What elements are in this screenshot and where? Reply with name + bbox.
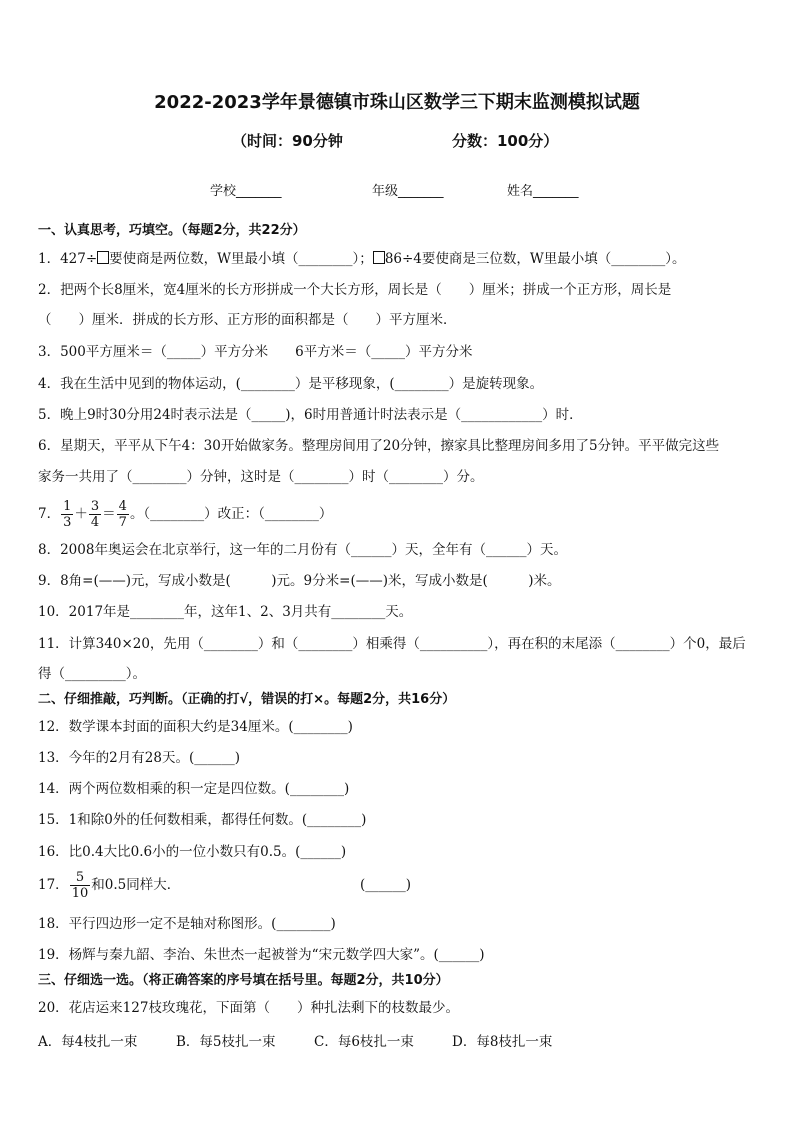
fraction: $\frac{5}{10}$ — [71, 870, 89, 901]
question-19: 19．杨辉与秦九韶、李治、朱世杰一起被誉为“宋元数学四大家”。(______) — [38, 947, 485, 963]
fraction: $\frac{3}{4}$ — [90, 499, 100, 530]
question-16: 16．比0.4大比0.6小的一位小数只有0.5。(______) — [38, 844, 347, 860]
question-1: 1．427÷ 要使商是两位数，W里最小填（________）； 86÷4要使商是三位数，W里最小填（________）。 — [38, 251, 686, 267]
question-11-line-1: 11．计算340×20，先用（________）和（________）相乘得（__________），再在积的末尾添（________）个0，最后 — [38, 636, 746, 652]
option-a: A．每4枝扎一束 — [38, 1034, 138, 1050]
question-7: 7． $\frac{1}{3}$ ＋ $\frac{3}{4}$ ＝ $\frac{4}{7}$ 。（________）改正：（________） — [38, 499, 333, 530]
question-17: 17． $\frac{5}{10}$ 和0.5同样大． (______) — [38, 865, 758, 905]
question-4: 4．我在生活中见到的物体运动，(________）是平移现象，(________）是旋转现象。 — [38, 376, 544, 392]
question-6-line-1: 6．星期天，平平从下午4：30开始做家务。整理房间用了20分钟，擦家具比整理房间多用了5分钟。平平做完这些 — [38, 438, 720, 454]
exam-score: 分数：100分） — [452, 132, 559, 150]
question-15: 15．1和除0外的任何数相乘，都得任何数。(________) — [38, 812, 367, 828]
answer-blank: (______) — [360, 877, 412, 893]
section-3-heading: 三、仔细选一选。（将正确答案的序号填在括号里。每题2分，共10分） — [38, 973, 449, 988]
question-18: 18．平行四边形一定不是轴对称图形。(________) — [38, 916, 336, 932]
grade-field: 年级_______ — [372, 184, 444, 199]
name-field: 姓名_______ — [507, 184, 579, 199]
question-14: 14．两个两位数相乘的积一定是四位数。(________) — [38, 781, 350, 797]
fraction: $\frac{1}{3}$ — [63, 499, 72, 530]
question-20: 20．花店运来127枝玫瑰花，下面第（ ）种扎法剩下的枝数最少。 — [38, 1000, 459, 1016]
blank-box-icon — [97, 251, 109, 264]
question-9: 9．8角=(——)元，写成小数是( )元。9分米=(——)米，写成小数是( )米。 — [38, 573, 561, 589]
option-c: C．每6枝扎一束 — [314, 1034, 414, 1050]
school-field: 学校_______ — [210, 184, 282, 199]
blank-box-icon — [373, 251, 385, 264]
fraction: $\frac{4}{7}$ — [118, 499, 127, 530]
question-2-line-2: （ ）厘米．拼成的长方形、正方形的面积都是（ ）平方厘米． — [38, 312, 457, 328]
question-12: 12．数学课本封面的面积大约是34厘米。(________) — [38, 719, 353, 735]
section-2-heading: 二、仔细推敲，巧判断。（正确的打√，错误的打×。每题2分，共16分） — [38, 692, 456, 707]
option-d: D．每8枝扎一束 — [452, 1034, 553, 1050]
question-6-line-2: 家务一共用了（________）分钟，这时是（________）时（________）分。 — [38, 469, 484, 485]
section-1-heading: 一、认真思考，巧填空。（每题2分，共22分） — [38, 223, 306, 238]
exam-time: （时间：90分钟 — [232, 132, 343, 150]
page-title: 2022-2023学年景德镇市珠山区数学三下期末监测模拟试题 — [154, 92, 640, 113]
question-13: 13．今年的2月有28天。(______) — [38, 750, 240, 766]
question-8: 8．2008年奥运会在北京举行，这一年的二月份有（______）天，全年有（______）天。 — [38, 542, 567, 558]
question-2-line-1: 2．把两个长8厘米，宽4厘米的长方形拼成一个大长方形，周长是（ ）厘米；拼成一个正方形，周长是 — [38, 282, 672, 298]
question-10: 10．2017年是________年，这年1、2、3月共有________天。 — [38, 604, 413, 620]
question-5: 5．晚上9时30分用24时表示法是（_____)，6时用普通计时法表示是（____________）时． — [38, 407, 583, 423]
question-3: 3．500平方厘米＝（_____）平方分米 6平方米＝（_____）平方分米 — [38, 344, 473, 360]
option-b: B．每5枝扎一束 — [176, 1034, 276, 1050]
question-11-line-2: 得（_________）。 — [38, 666, 146, 682]
